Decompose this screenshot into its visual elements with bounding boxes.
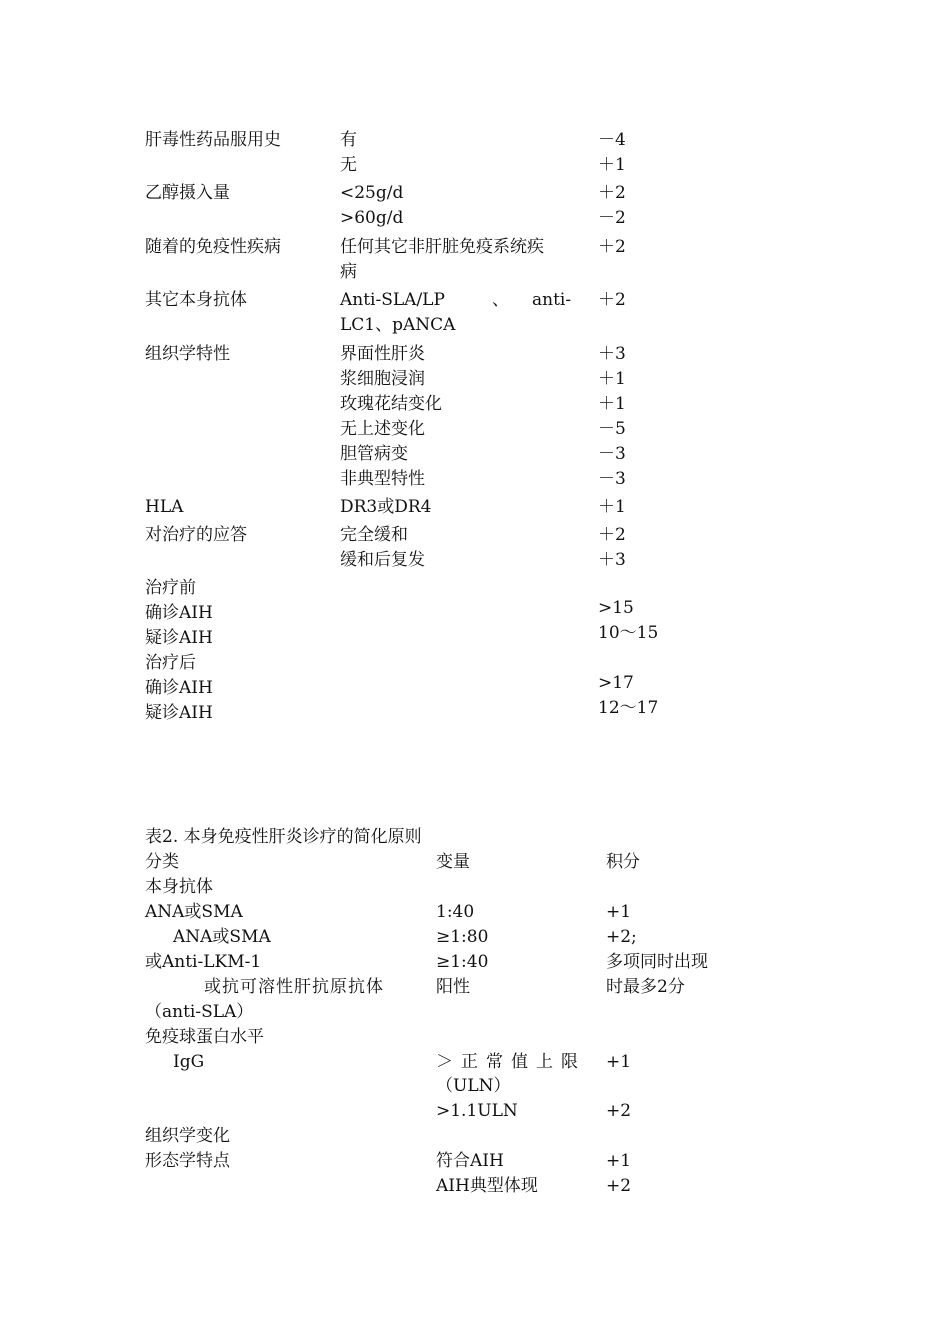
total-label: 疑诊AIH	[145, 703, 213, 723]
variable-cell: <25g/d	[340, 183, 404, 203]
column-header-score: 积分	[606, 852, 640, 872]
category-label: 对治疗的应答	[145, 525, 247, 545]
score-cell: +2	[606, 1176, 632, 1196]
score-cell: +1	[606, 1052, 632, 1072]
variable-cell: DR3或DR4	[340, 497, 432, 517]
variable-cell: 缓和后复发	[340, 550, 425, 570]
variable-cell: 无上述变化	[340, 419, 425, 439]
category-label: 乙醇摄入量	[145, 183, 230, 203]
score-cell: －2	[598, 208, 626, 228]
category-label: ANA或SMA	[173, 927, 271, 947]
category-label: HLA	[145, 497, 184, 517]
variable-cell: 1:40	[436, 902, 475, 922]
category-label: IgG	[173, 1052, 205, 1072]
total-label: 确诊AIH	[145, 678, 213, 698]
category-label: 或抗可溶性肝抗原抗体	[204, 977, 384, 997]
category-label: 或Anti-LKM-1	[145, 952, 262, 972]
score-cell: +2	[606, 1101, 632, 1121]
variable-cell: >60g/d	[340, 208, 404, 228]
score-cell: ＋1	[598, 394, 626, 414]
score-cell: +1	[606, 1151, 632, 1171]
table-caption: 表2. 本身免疫性肝炎诊疗的简化原则	[145, 827, 422, 847]
column-header-variable: 变量	[436, 852, 470, 872]
score-cell: +1	[606, 902, 632, 922]
variable-cell: 阳性	[436, 977, 470, 997]
variable-separator: 、	[492, 290, 509, 310]
variable-cell-tail: anti-	[532, 290, 572, 310]
category-label-continued: （anti-SLA）	[145, 1002, 254, 1022]
variable-cell: 胆管病变	[340, 444, 408, 464]
category-label: 免疫球蛋白水平	[145, 1027, 264, 1047]
category-label: 本身抗体	[145, 877, 213, 897]
variable-cell: 玫瑰花结变化	[340, 394, 442, 414]
total-group-label: 治疗后	[145, 653, 196, 673]
category-label: 随着的免疫性疾病	[145, 237, 281, 257]
variable-cell: 完全缓和	[340, 525, 408, 545]
score-cell: ＋1	[598, 497, 626, 517]
variable-cell: 无	[340, 155, 357, 175]
total-score: 12～17	[598, 698, 659, 718]
total-score: 10～15	[598, 623, 659, 643]
variable-cell: ＞正常值上限	[436, 1052, 586, 1072]
variable-cell-continued: LC1、pANCA	[340, 315, 456, 335]
score-cell: ＋3	[598, 344, 626, 364]
score-cell: ＋1	[598, 369, 626, 389]
score-cell: ＋3	[598, 550, 626, 570]
score-cell: ＋2	[598, 237, 626, 257]
score-note: 时最多2分	[606, 977, 685, 997]
category-label: 组织学特性	[145, 344, 230, 364]
category-label: 形态学特点	[145, 1151, 230, 1171]
variable-cell: 浆细胞浸润	[340, 369, 425, 389]
variable-cell-continued: 病	[340, 262, 357, 282]
variable-cell: 任何其它非肝脏免疫系统疾	[340, 237, 544, 257]
score-cell: －5	[598, 419, 626, 439]
column-header-category: 分类	[145, 852, 179, 872]
total-score: >15	[598, 598, 634, 618]
variable-cell: 有	[340, 130, 357, 150]
total-group-label: 治疗前	[145, 578, 196, 598]
variable-cell: 非典型特性	[340, 469, 425, 489]
score-cell: ＋2	[598, 525, 626, 545]
variable-cell: 符合AIH	[436, 1151, 504, 1171]
score-cell: －4	[598, 130, 626, 150]
score-cell: －3	[598, 469, 626, 489]
variable-cell: >1.1ULN	[436, 1101, 518, 1121]
category-label: 其它本身抗体	[145, 290, 247, 310]
variable-cell: ≥1:80	[436, 927, 489, 947]
total-label: 确诊AIH	[145, 603, 213, 623]
score-note: 多项同时出现	[606, 952, 708, 972]
variable-cell: Anti-SLA/LP	[340, 290, 445, 310]
total-label: 疑诊AIH	[145, 628, 213, 648]
category-label: ANA或SMA	[145, 902, 243, 922]
score-cell: ＋1	[598, 155, 626, 175]
variable-cell: ≥1:40	[436, 952, 489, 972]
variable-cell-continued: （ULN）	[436, 1076, 511, 1096]
score-cell: ＋2	[598, 183, 626, 203]
variable-cell: 界面性肝炎	[340, 344, 425, 364]
score-cell: ＋2	[598, 290, 626, 310]
category-label: 组织学变化	[145, 1126, 230, 1146]
variable-cell: AIH典型体现	[436, 1176, 538, 1196]
score-cell: －3	[598, 444, 626, 464]
total-score: >17	[598, 673, 634, 693]
category-label: 肝毒性药品服用史	[145, 130, 281, 150]
score-cell: +2;	[606, 927, 637, 947]
